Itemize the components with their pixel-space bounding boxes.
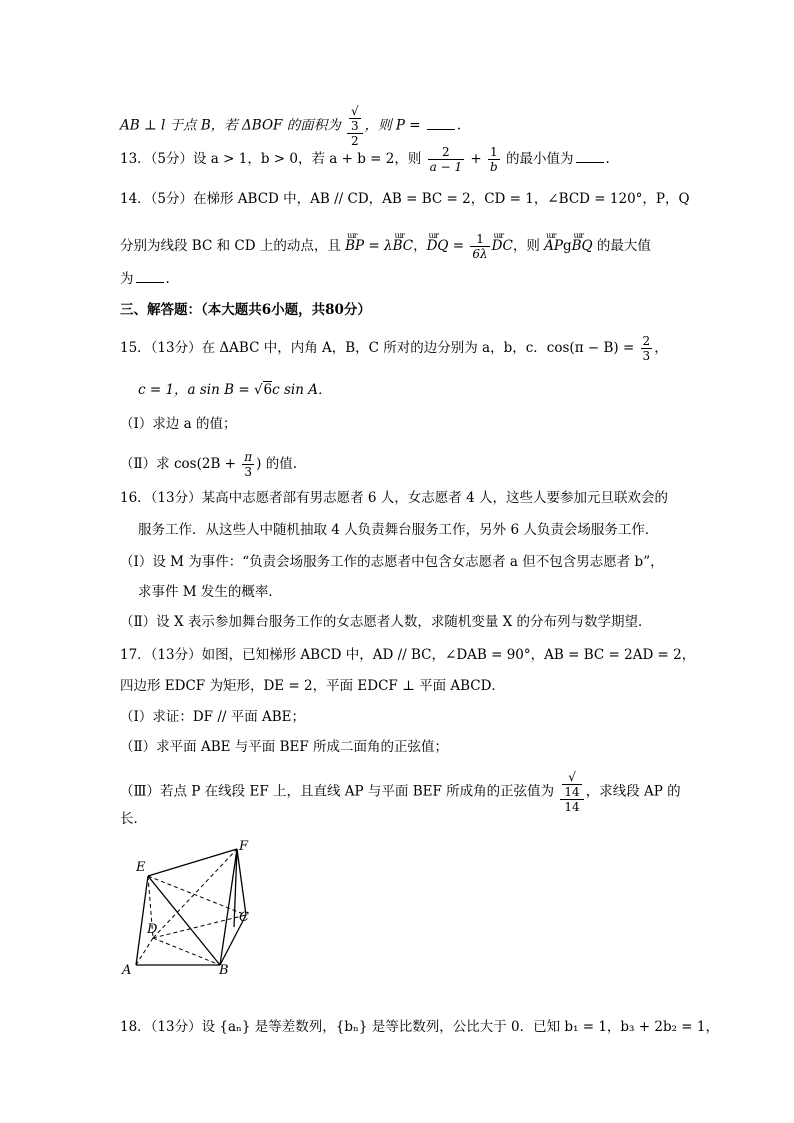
fraction: $\frac{2}{3}$ [642,334,651,363]
label-E: E [136,860,146,875]
fraction: $\frac{\pi}{3}$ [244,450,253,479]
question-14-line1: 14．（5分）在梯形 ABCD 中，AB // CD，AB = BC = 2，CD = 1，∠BCD = 120°，P，Q [120,191,690,207]
question-16-line4: 求事件 M 发生的概率． [138,584,282,600]
question-14-line2: 分别为线段 BC 和 CD 上的动点，且 ɯr BP = λɯr BC，ɯr DQ = $\frac{1}{6\lambda}$ ɯr DC，则 ɯr APgɯr BQ 的最大值 [120,232,651,261]
fraction: $\frac{1}{b}$ [490,145,498,174]
label-A: A [122,963,132,978]
question-15-line2: c = 1，a sin B = √6c sin A． [138,382,332,398]
answer-blank [427,117,455,130]
question-13: 13．（5分）设 a > 1，b > 0，若 a + b = 2，则 $\frac{2}{a - 1}$ + $\frac{1}{b}$ 的最小值为 . [120,145,610,174]
question-17-part2: （Ⅱ）求平面 ABE 与平面 BEF 所成二面角的正弦值； [120,739,449,755]
question-17-part3-end: 长． [120,811,147,827]
question-17-line1: 17．（13分）如图，已知梯形 ABCD 中，AD // BC，∠DAB = 90°，AB = BC = 2AD = 2， [120,647,696,663]
label-F: F [239,839,249,854]
label-C: C [239,910,249,925]
question-16-line5: （Ⅱ）设 X 表示参加舞台服务工作的女志愿者人数，求随机变量 X 的分布列与数学期望． [120,614,652,630]
fraction: √ 14 14 [560,770,583,814]
label-B: B [219,963,229,978]
question-17-line2: 四边形 EDCF 为矩形，DE = 2，平面 EDCF ⊥ 平面 ABCD． [120,678,505,694]
fraction: √ 3 2 [347,104,363,148]
question-16-line2: 服务工作．从这些人中随机抽取 4 人负责舞台服务工作，另外 6 人负责会场服务工作． [138,522,659,538]
geometry-figure [115,835,275,980]
q12-tail: AB ⊥ l 于点 B，若 ΔBOF 的面积为 √ 3 2 ，则 P = . [120,104,462,148]
question-18-line1: 18．（13分）设 {aₙ} 是等差数列，{bₙ} 是等比数列，公比大于 0．已知 b₁ = 1，b₃ + 2b₂ = 1， [120,1019,719,1035]
question-15-part1: （Ⅰ）求边 a 的值； [120,416,237,432]
fraction: $\frac{2}{a - 1}$ [429,145,463,174]
question-16-line3: （Ⅰ）设 M 为事件：“负责会场服务工作的志愿者中包含女志愿者 a 但不包含男志愿者 b”， [120,554,664,570]
question-14-line3: 为 . [120,271,170,287]
label-D: D [147,922,158,937]
answer-blank [576,150,604,163]
question-15-line1: 15．（13分）在 ΔABC 中，内角 A，B，C 所对的边分别为 a，b，c．cos(π − B) = $\frac{2}{3}$ ， [120,334,668,363]
question-17-part3: （Ⅲ）若点 P 在线段 EF 上，且直线 AP 与平面 BEF 所成角的正弦值为 √ 14 14 ，求线段 AP 的 [120,770,681,814]
question-15-part2: （Ⅱ）求 cos(2B + $\frac{\pi}{3}$ ) 的值. [120,450,298,479]
answer-blank [136,270,164,283]
question-16-line1: 16．（13分）某高中志愿者部有男志愿者 6 人，女志愿者 4 人，这些人要参加元旦联欢会的 [120,490,668,506]
fraction: $\frac{1}{6\lambda}$ [472,232,488,261]
question-17-part1: （Ⅰ）求证：DF // 平面 ABE； [120,709,306,725]
section-heading: 三、解答题：（本大题共6小题，共80分） [120,302,371,318]
